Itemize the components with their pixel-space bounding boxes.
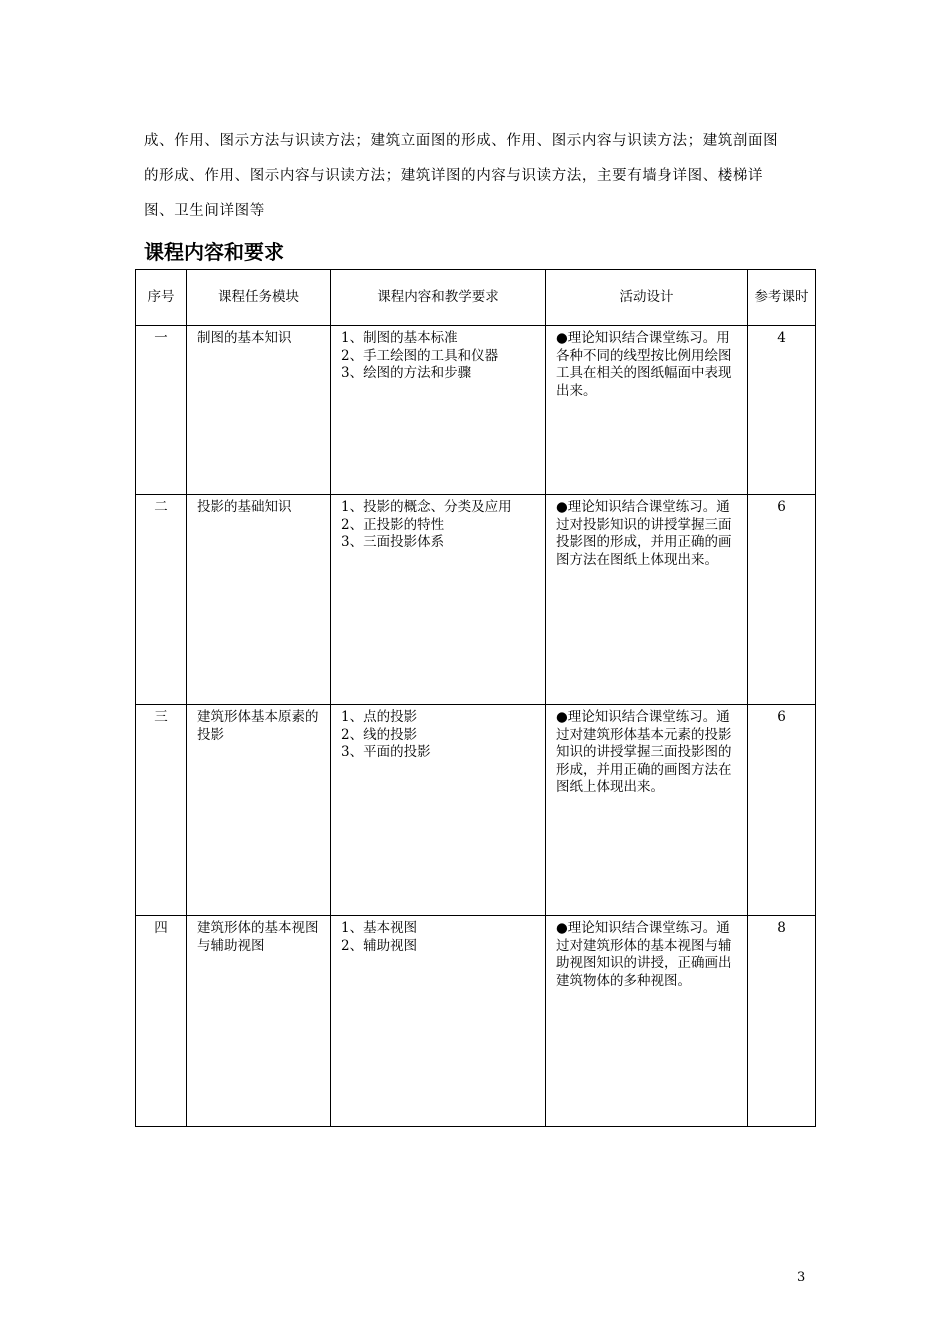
content-item: 2、线的投影 xyxy=(341,726,418,743)
row-module: 制图的基本知识 xyxy=(187,326,331,495)
row-activity: ●理论知识结合课堂练习。通过对建筑形体基本元素的投影知识的讲授掌握三面投影图的形成，并用正确的画图方法在图纸上体现出来。 xyxy=(546,705,748,916)
row-content xyxy=(331,326,546,495)
header-activity: 活动设计 xyxy=(546,270,748,326)
section-title: 课程内容和要求 xyxy=(144,240,284,264)
intro-line: 的形成、作用、图示内容与识读方法；建筑详图的内容与识读方法，主要有墙身详图、楼梯详 xyxy=(144,168,764,184)
row-module: 建筑形体基本原素的投影 xyxy=(187,705,331,916)
row-number: 一 xyxy=(136,326,187,495)
table-row xyxy=(136,326,816,495)
header-content: 课程内容和教学要求 xyxy=(331,270,546,326)
content-item: 1、点的投影 xyxy=(341,709,418,725)
content-item: 1、基本视图 xyxy=(341,920,418,936)
course-content-table xyxy=(135,269,816,1127)
row-number: 三 xyxy=(136,705,187,916)
table-row xyxy=(136,495,816,705)
row-hours: 4 xyxy=(748,326,816,495)
content-item: 3、绘图的方法和步骤 xyxy=(341,365,472,381)
header-module: 课程任务模块 xyxy=(187,270,331,326)
row-hours: 6 xyxy=(748,705,816,916)
row-content xyxy=(331,705,546,916)
table-row xyxy=(136,705,816,916)
row-number: 四 xyxy=(136,916,187,1127)
content-item: 1、投影的概念、分类及应用 xyxy=(341,499,512,515)
content-item: 2、辅助视图 xyxy=(341,937,418,954)
row-activity: ●理论知识结合课堂练习。通过对投影知识的讲授掌握三面投影图的形成，并用正确的画图方法在图纸上体现出来。 xyxy=(546,495,748,705)
row-hours: 6 xyxy=(748,495,816,705)
table-header-row xyxy=(136,270,816,326)
row-number: 二 xyxy=(136,495,187,705)
content-item: 1、制图的基本标准 xyxy=(341,330,458,346)
row-content xyxy=(331,495,546,705)
intro-paragraph xyxy=(144,124,814,229)
header-hours: 参考课时 xyxy=(748,270,816,326)
intro-line: 成、作用、图示方法与识读方法；建筑立面图的形成、作用、图示内容与识读方法；建筑剖面图 xyxy=(144,133,779,149)
header-number: 序号 xyxy=(136,270,187,326)
content-item: 2、手工绘图的工具和仪器 xyxy=(341,347,499,364)
row-module: 投影的基础知识 xyxy=(187,495,331,705)
content-item: 3、平面的投影 xyxy=(341,744,431,760)
row-module: 建筑形体的基本视图与辅助视图 xyxy=(187,916,331,1127)
table-row xyxy=(136,916,816,1127)
row-hours: 8 xyxy=(748,916,816,1127)
row-activity: ●理论知识结合课堂练习。通过对建筑形体的基本视图与辅助视图知识的讲授，正确画出建筑物体的多种视图。 xyxy=(546,916,748,1127)
content-item: 2、正投影的特性 xyxy=(341,516,445,533)
content-item: 3、三面投影体系 xyxy=(341,534,445,550)
row-content xyxy=(331,916,546,1127)
row-activity: ●理论知识结合课堂练习。用各种不同的线型按比例用绘图工具在相关的图纸幅面中表现出来。 xyxy=(546,326,748,495)
page-number: 3 xyxy=(797,1270,806,1285)
intro-line: 图、卫生间详图等 xyxy=(144,203,265,219)
